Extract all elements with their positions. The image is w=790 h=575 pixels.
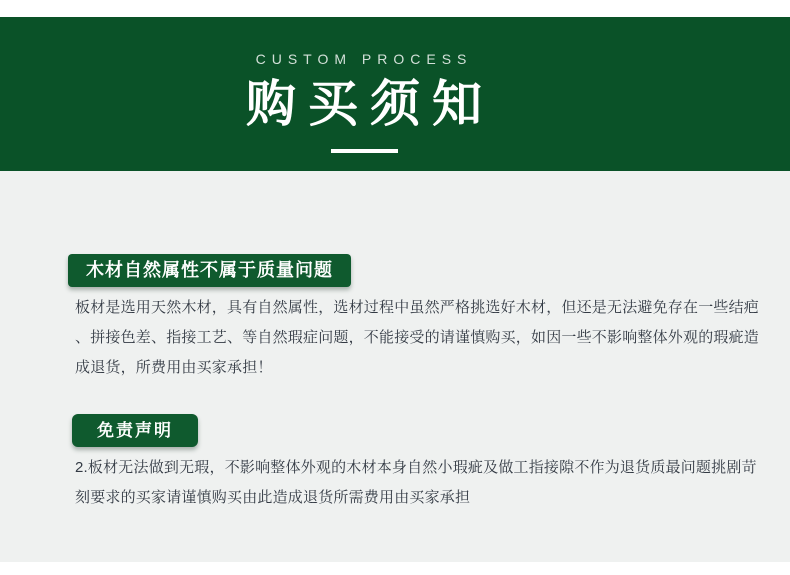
title-underline-bar [331, 149, 398, 153]
section-text-disclaimer [75, 453, 757, 513]
page-title: 购买须知 [246, 76, 494, 132]
content-area [0, 171, 790, 562]
header-banner [0, 17, 790, 171]
text-line: 刻要求的买家请谨慎购买由此造成退货所需费用由买家承担 [75, 489, 471, 506]
text-line: 、拼接色差、指接工艺、等自然瑕症问题，不能接受的请谨慎购买，如因一些不影响整体外观的瑕疵造 [75, 329, 760, 346]
section-badge-disclaimer: 免责声明 [72, 414, 198, 447]
section-badge-wood-quality: 木材自然属性不属于质量问题 [68, 254, 351, 287]
text-line: 2.板材无法做到无瑕，不影响整体外观的木材本身自然小瑕疵及做工指接隙不作为退货质最问题挑剧苛 [75, 459, 757, 476]
section-text-wood-quality [75, 293, 760, 383]
header-content [0, 17, 790, 171]
text-line: 成退货，所费用由买家承担！ [75, 359, 273, 376]
text-line: 板材是选用天然木材，具有自然属性，选材过程中虽然严格挑选好木材，但还是无法避免存在一些结疤 [75, 299, 760, 316]
header-eyebrow: CUSTOM PROCESS [255, 51, 473, 67]
